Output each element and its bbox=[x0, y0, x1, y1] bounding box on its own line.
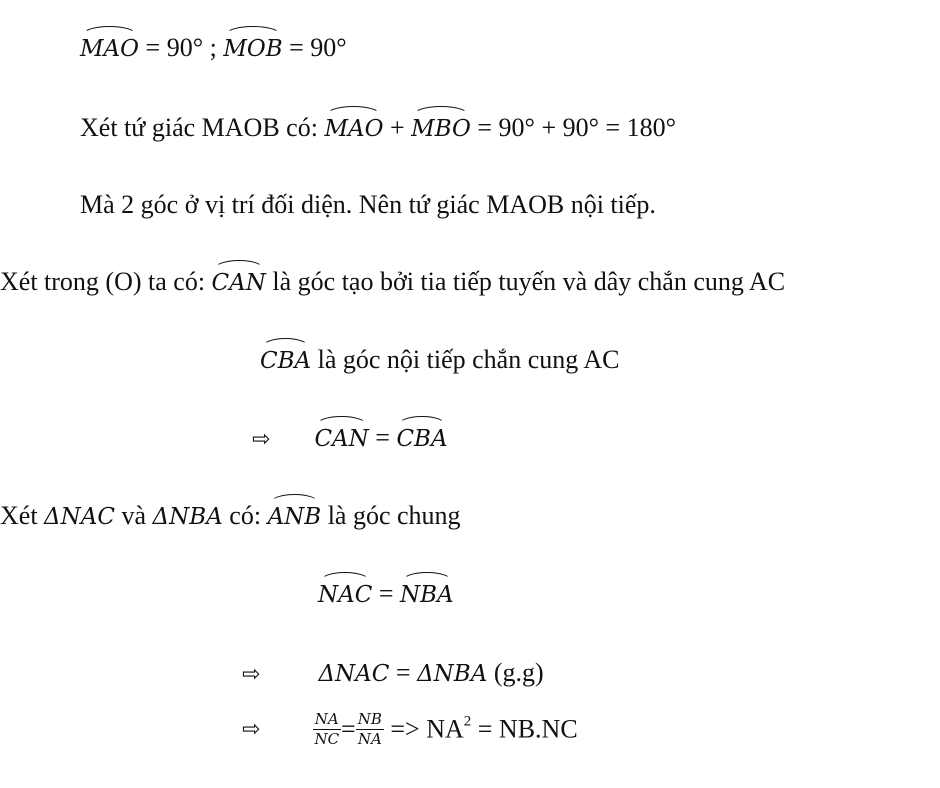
fraction-na-nc bbox=[312, 712, 341, 747]
fraction-nb-na bbox=[356, 712, 384, 747]
angle-mob: MOB bbox=[223, 36, 283, 62]
text: + bbox=[383, 113, 412, 142]
angle-can: CAN bbox=[314, 426, 369, 452]
text: = 90° bbox=[282, 33, 347, 62]
line-inscribed-angle bbox=[260, 346, 619, 373]
numerator: NA bbox=[314, 710, 339, 728]
text: = 90° + 90° = 180° bbox=[470, 113, 677, 142]
exponent: 2 bbox=[463, 713, 472, 730]
line-cyclic-conclusion bbox=[80, 192, 656, 218]
line-triangles-compare bbox=[0, 502, 461, 529]
implies-arrow-icon: ⇨ bbox=[242, 716, 261, 742]
angle-mao: MAO bbox=[80, 36, 140, 62]
triangle-nba: ΔNBA bbox=[152, 504, 223, 530]
angle-nba: NBA bbox=[400, 582, 454, 608]
implies-arrow-icon: ⇨ bbox=[242, 662, 261, 687]
line-quadrilateral-sum bbox=[80, 114, 676, 141]
text: là góc tạo bởi tia tiếp tuyến và dây chắn cung AC bbox=[265, 267, 786, 296]
text: (g.g) bbox=[487, 658, 544, 687]
text: và bbox=[115, 501, 153, 530]
text: = NB.NC bbox=[471, 714, 578, 744]
text: là góc nội tiếp chắn cung AC bbox=[311, 345, 620, 374]
angle-cba: CBA bbox=[396, 426, 448, 452]
line-angle-equality bbox=[252, 424, 448, 451]
angle-cba: CBA bbox=[260, 348, 312, 374]
text: là góc chung bbox=[321, 501, 461, 530]
line-ratio-result bbox=[242, 712, 578, 747]
triangle-nac: ΔNAC bbox=[44, 504, 115, 530]
angle-nac: NAC bbox=[318, 582, 373, 608]
angle-mao: MAO bbox=[324, 116, 384, 142]
angle-anb: ANB bbox=[267, 504, 322, 530]
text: = 90° ; bbox=[139, 33, 224, 62]
text: = bbox=[372, 579, 401, 608]
denominator: NA bbox=[357, 730, 382, 748]
angle-mbo: MBO bbox=[411, 116, 471, 142]
angle-can: CAN bbox=[211, 270, 266, 296]
line-tangent-angle bbox=[0, 268, 785, 295]
text: Mà 2 góc ở vị trí đối diện. Nên tứ giác MAOB nội tiếp. bbox=[80, 190, 656, 219]
implies-arrow-icon: ⇨ bbox=[252, 427, 271, 452]
line-angles-90 bbox=[80, 34, 347, 61]
text: => NA bbox=[383, 714, 464, 744]
text: Xét bbox=[0, 501, 45, 530]
denominator: NC bbox=[314, 730, 340, 748]
triangle-nac: ΔNAC bbox=[318, 661, 390, 687]
text: = bbox=[389, 658, 418, 687]
text: có: bbox=[222, 501, 268, 530]
numerator: NB bbox=[357, 710, 382, 728]
triangle-nba: ΔNBA bbox=[417, 661, 488, 687]
text: = bbox=[368, 423, 397, 452]
line-similar-triangles bbox=[242, 660, 544, 686]
text: Xét trong (O) ta có: bbox=[0, 267, 212, 296]
line-angles-equal bbox=[318, 580, 454, 607]
text: Xét tứ giác MAOB có: bbox=[80, 113, 325, 142]
equals-sign: = bbox=[341, 714, 356, 744]
